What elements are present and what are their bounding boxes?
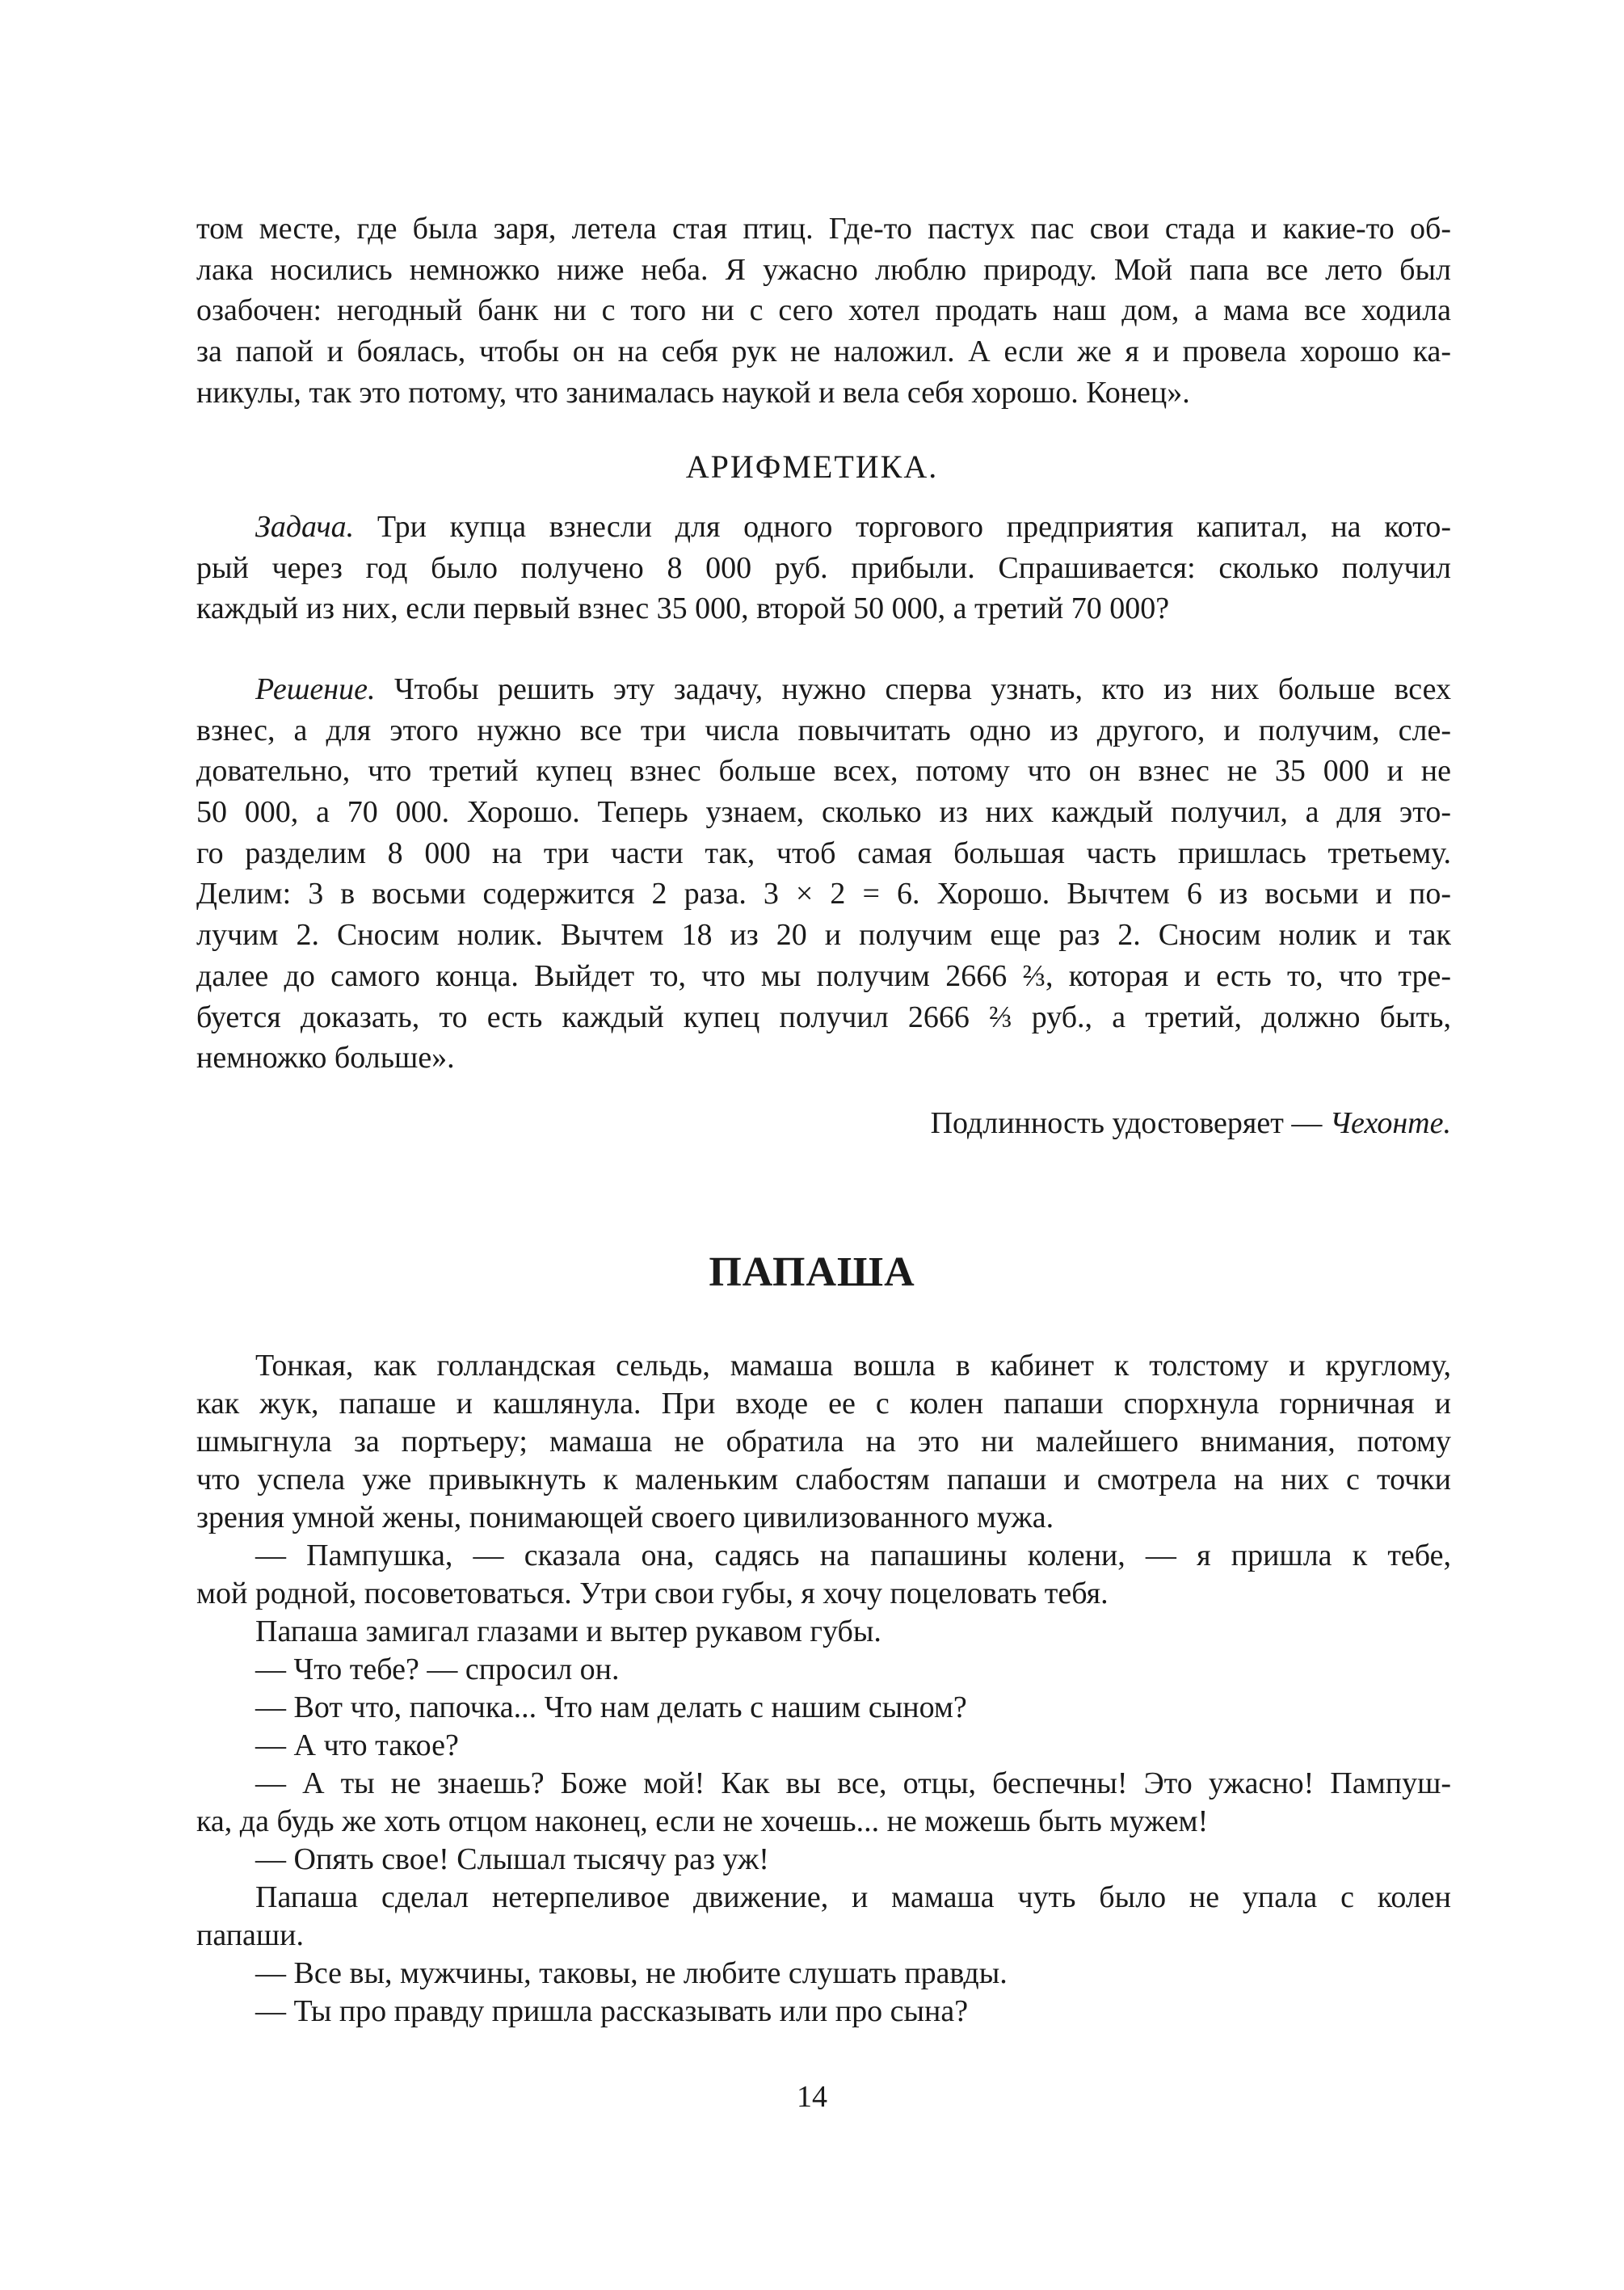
text-line bbox=[196, 1917, 1451, 1955]
line-text: Папаша замигал глазами и вытер рукавом губы. bbox=[255, 1614, 881, 1648]
story-text bbox=[196, 1347, 1451, 2031]
line-text: — А что такое? bbox=[255, 1728, 459, 1762]
text-line bbox=[196, 1803, 1451, 1841]
line-text: немножко больше». bbox=[196, 1041, 455, 1076]
line-text: довательно, что третий купец взнес больше всех, потому что он взнес не 35 000 и не bbox=[196, 754, 1451, 789]
line-text: Тонкая, как голландская сельдь, мамаша вошла в кабинет к толстому и круглому, bbox=[255, 1349, 1451, 1383]
text-line bbox=[196, 1385, 1451, 1423]
page-number: 14 bbox=[797, 2080, 827, 2114]
line-text: том месте, где была заря, летела стая птиц. Где-то пастух пас свои стада и какие-то об- bbox=[196, 212, 1451, 246]
line-text: что успела уже привыкнуть к маленьким слабостям папаши и смотрела на них с точки bbox=[196, 1463, 1451, 1496]
text-line bbox=[196, 1461, 1451, 1499]
line-text: буется доказать, то есть каждый купец получил 2666 ⅔ руб., а третий, должно быть, bbox=[196, 1000, 1451, 1034]
text-line bbox=[196, 1993, 1451, 2031]
line-text: 50 000, а 70 000. Хорошо. Теперь узнаем, сколько из них каждый получил, а для это- bbox=[196, 795, 1451, 830]
text-line bbox=[196, 208, 1451, 250]
text-line bbox=[196, 1347, 1451, 1385]
text-line bbox=[196, 588, 1451, 629]
line-text: каждый из них, если первый взнес 35 000, второй 50 000, а третий 70 000? bbox=[196, 591, 1170, 626]
task-paragraph bbox=[196, 507, 1451, 629]
line-text: — Все вы, мужчины, таковы, не любите слушать правды. bbox=[255, 1956, 1008, 1990]
story-title: ПАПАША bbox=[709, 1249, 915, 1295]
solution-paragraph bbox=[196, 669, 1451, 1079]
text-line bbox=[196, 1727, 1451, 1765]
text-line bbox=[196, 997, 1451, 1038]
intro-paragraph bbox=[196, 208, 1451, 413]
line-text: озабочен: негодный банк ни с того ни с сего хотел продать наш дом, а мама все ходила bbox=[196, 293, 1451, 328]
text-line bbox=[196, 507, 1451, 548]
line-text: зрения умной жены, понимающей своего цивилизованного мужа. bbox=[196, 1501, 1054, 1534]
text-line bbox=[196, 1841, 1451, 1879]
text-line bbox=[196, 290, 1451, 331]
text-line bbox=[196, 250, 1451, 291]
line-text: шмыгнула за портьеру; мамаша не обратила на это ни малейшего внимания, потому bbox=[196, 1425, 1451, 1459]
text-line bbox=[196, 373, 1451, 414]
text-line bbox=[196, 956, 1451, 997]
text-line bbox=[196, 1613, 1451, 1651]
text-line bbox=[196, 1423, 1451, 1461]
line-text: ка, да будь же хоть отцом наконец, если не хочешь... не можешь быть мужем! bbox=[196, 1804, 1209, 1838]
line-text: — Ты про правду пришла рассказывать или про сына? bbox=[255, 1994, 969, 2028]
line-text: Папаша сделал нетерпеливое движение, и мамаша чуть было не упала с колен bbox=[255, 1880, 1451, 1914]
text-line bbox=[196, 873, 1451, 915]
text-line bbox=[196, 331, 1451, 373]
section-heading-arithmetic: АРИФМЕТИКА. bbox=[685, 448, 939, 485]
line-text: рый через год было получено 8 000 руб. прибыли. Спрашивается: сколько получил bbox=[196, 550, 1451, 585]
line-text: далее до самого конца. Выйдет то, что мы получим 2666 ⅔, которая и есть то, что тре- bbox=[196, 958, 1451, 993]
line-text: — Вот что, папочка... Что нам делать с нашим сыном? bbox=[255, 1690, 967, 1724]
line-text: лака носились немножко ниже неба. Я ужасно люблю природу. Мой папа все лето был bbox=[196, 252, 1451, 287]
text-line bbox=[196, 1765, 1451, 1803]
text-line bbox=[196, 833, 1451, 874]
signature-text: Подлинность удостоверяет — bbox=[930, 1106, 1330, 1140]
text-line bbox=[196, 1689, 1451, 1727]
text-line bbox=[196, 1955, 1451, 1993]
text-line bbox=[196, 669, 1451, 710]
line-text: папаши. bbox=[196, 1918, 304, 1952]
signature-line bbox=[931, 1103, 1451, 1143]
text-line bbox=[196, 1038, 1451, 1079]
line-text: — Пампушка, — сказала она, садясь на папашины колени, — я пришла к тебе, bbox=[255, 1539, 1451, 1572]
text-line bbox=[196, 548, 1451, 589]
line-text: как жук, папаше и кашлянула. При входе ее с колен папаши спорхнула горничная и bbox=[196, 1387, 1451, 1421]
text-line bbox=[196, 915, 1451, 956]
line-text: Делим: 3 в восьми содержится 2 раза. 3 × 2 = 6. Хорошо. Вычтем 6 из восьми и по- bbox=[196, 877, 1451, 911]
text-line bbox=[196, 1575, 1451, 1613]
text-line bbox=[196, 1499, 1451, 1537]
line-text: мой родной, посоветоваться. Утри свои губы, я хочу поцеловать тебя. bbox=[196, 1576, 1109, 1610]
line-text: Три купца взнесли для одного торгового предприятия капитал, на кото- bbox=[354, 510, 1451, 544]
line-text: — А ты не знаешь? Боже мой! Как вы все, отцы, беспечны! Это ужасно! Пампуш- bbox=[255, 1766, 1451, 1800]
text-line bbox=[196, 792, 1451, 833]
line-text: за папой и боялась, чтобы он на себя рук не наложил. А если же я и провела хорошо ка- bbox=[196, 335, 1451, 369]
signature-author: Чехонте. bbox=[1329, 1106, 1451, 1140]
line-text: взнес, а для этого нужно все три числа повычитать одно из другого, и получим, сле- bbox=[196, 713, 1451, 747]
text-line bbox=[196, 751, 1451, 792]
text-line bbox=[196, 710, 1451, 751]
line-text: — Опять свое! Слышал тысячу раз уж! bbox=[255, 1842, 769, 1876]
italic-label: Задача. bbox=[255, 510, 355, 544]
italic-label: Решение. bbox=[255, 672, 376, 706]
text-line bbox=[196, 1651, 1451, 1689]
text-line bbox=[196, 1879, 1451, 1917]
text-line bbox=[196, 1537, 1451, 1575]
line-text: го разделим 8 000 на три части так, чтоб самая большая часть пришлась третьему. bbox=[196, 836, 1451, 870]
line-text: — Что тебе? — спросил он. bbox=[255, 1652, 620, 1686]
line-text: лучим 2. Сносим нолик. Вычтем 18 из 20 и получим еще раз 2. Сносим нолик и так bbox=[196, 918, 1451, 953]
line-text: Чтобы решить эту задачу, нужно сперва узнать, кто из них больше всех bbox=[375, 672, 1451, 706]
line-text: никулы, так это потому, что занималась наукой и вела себя хорошо. Конец». bbox=[196, 375, 1190, 410]
